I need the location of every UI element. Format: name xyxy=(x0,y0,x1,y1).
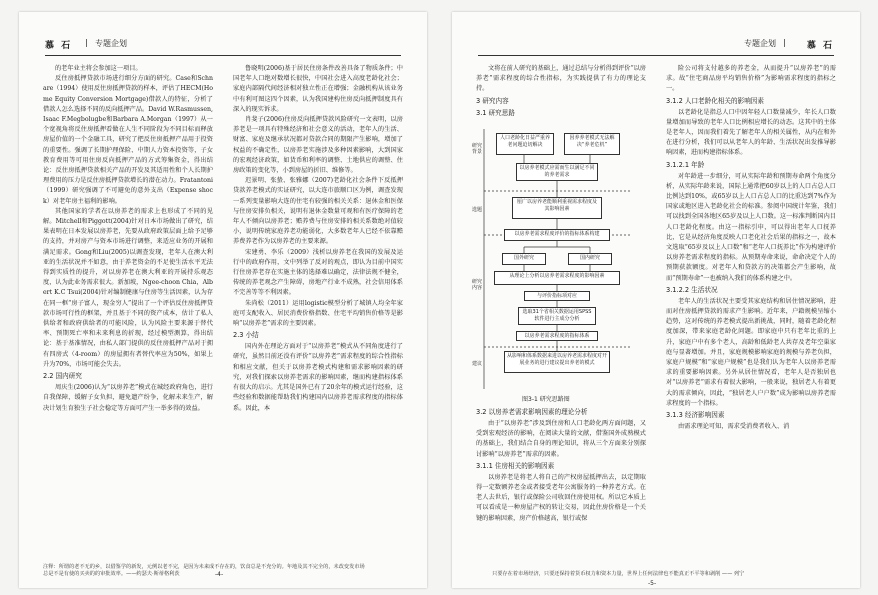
section-heading: 2.2 国内研究 xyxy=(43,372,82,381)
right-page xyxy=(452,12,860,588)
section-heading: 3.1.1 住房相关的影响因素 xyxy=(476,461,555,470)
flow-box: 厘广以房养老能顺利重视需求程度及其影响因素 xyxy=(512,197,602,219)
section-heading: 3.1.3 经济影响因素 xyxy=(666,411,725,420)
left-header xyxy=(45,38,401,52)
left-page xyxy=(19,12,427,588)
flow-box: 与评价指标项对应 xyxy=(524,291,590,301)
flow-box: 因养养老模式无法解决“养老危机” xyxy=(564,133,620,155)
section-heading: 2.3 小结 xyxy=(233,331,259,340)
paragraph: 国内外在理论方面对于“以房养老”模式从不同角度进行了研究，虽然目前还没有评价“以房养老”需求程度的综合性指标和相应文献，但关于以房养老模式构建和需求影响因素的研究，对我们探索以房养老需求的影响因素，继而构建指标体系有很大的启示。尤其是国外已有了20余年的模式运行经验，这些经验和数据能帮助我们构建国内以房养老需求程度的指标体系。因此，本 xyxy=(233,343,403,412)
header-rule xyxy=(45,55,401,56)
page-number: -4- xyxy=(215,571,224,578)
flow-box: 从理论上分析以房养老需求程度的影响因素 xyxy=(494,271,620,285)
brand-logo: 慕 石 xyxy=(806,41,834,51)
flow-box: 人口老龄化日益严重养老问题迫切解决 xyxy=(496,133,554,155)
flow-box: 国外研究 xyxy=(502,253,546,265)
paragraph: 反住房抵押贷款市场进行细分方面的研究。Case和Schnare（1994）使用反住房抵押贷款的样本，评估了HECM(Home Equity Conversion Mortgage)借款人的特征，分析了借款人怎么选择不同的反向抵押产品。David W.Rasmussen, Isaac F.Megbolugbe和Barbara A.Morgan（1997）从一个宽视角将反住房抵押看做在人生不同阶段为不同目标而释放房屋价值的一个金融工具，研究了把反住房抵押产品用于投资的重要性。强调了长期护理保险、中期人力资本投资等，子女教育费用等可用住房反向抵押产品的方式筹集资金，得出结论：反住房抵押贷款相关产品的开发及其适用性和个人长期护理费用的压力是反住房抵押贷款增长的潜在动力。Fratantoni（1999）研究强调了不可避免的意外支出（Expense shock）对老年房主福利的影响。 xyxy=(43,75,213,205)
paragraph: 老年人的生活状况主要受其家庭结构和居住情况影响，进而对住房抵押贷款的需求产生影响。近年来，户籍规模呈缩小趋势，这对传统的养老模式提出新挑战，同时，随着老龄化程度加深，带来家庭老龄化问题。即家庭中只有老年比重的上升，家庭户中有多个老人，高龄和低龄老人共存及老年空巢家庭与显著增加。并且，家庭规模影响家庭的规模与养老负担，家庭户规模”和“家庭户规模”也是我们认为老年人以房养老需求的重要影响因素。另外从居住情况看，老年人是否独居也对“以房养老”需求有着很大影响，一般来说，独居老人有着更大的需求倾向，因此，“独居老人户户数”成为影响以房养老需求程度的一个指标。 xyxy=(666,297,836,407)
paragraph: 迟景明、张蛰、张雅娜（2007)老龄化社会条件下反抵押贷款养老模式的实证研究，以大连市旅顺口区为例，调查发现一系列变量影响大连的住宅有较强的相关关系：退休金和医保与住房安排负相关，说明有退休金数量可观和有医疗保障的老年人不倾向以房养老；赡养费与住房安排的相关系数绝对值较小，说明传统家庭养老功能弱化，大多数老年人已经不依靠赡养费养老作为以房养老的主要来源。 xyxy=(233,177,403,246)
paragraph: 其他国家的学者在以房养老的需求上也形成了不同的见解。Mitchell和Piggott(2004)针对日本市场做出了研究，结果表明在日本发展以房养老，先要从政府政策层面上给予足够的支持，并对房产与资本市场进行调整，来适应业务的开展和满足需求。Gong和Liu(2005)以调查发现，老年人在澳大利亚的生活状况并不如意，由于养老资金的不足使生活水平无法得到实质性的提升，对以房养老在澳大利亚的开展持乐观态度，认为此业务需求很大。新加坡，Ngee-choon Chia，Albert K.C Tsui(2004)针对编制健康与住房等生活因素，认为存在同一框“房子富人，现金穷人”提出了一个评估反住房抵押贷款市场可行性的框架，并且基于不同的资产成本，估计了私人供给者和政府供给者的可能风险，认为风险主要来源于替代率、预期死亡率和未来利息的折现，经过模型测算，得出结论：基于基准情况，由私人部门提供的反住房抵押产品对于拥有四房式（4-room）的房屋拥有者替代率应为50%，如果上升为70%，市场可能会失去。 xyxy=(43,207,213,368)
column-title: 专题企划 xyxy=(744,39,776,48)
right-column-2 xyxy=(666,64,836,432)
flow-box: 国内研究 xyxy=(568,253,612,265)
flow-box: 以房养老模式应需而生以满足不同的养老需求 xyxy=(516,163,598,181)
right-column-1-top xyxy=(476,64,646,120)
paragraph: 朱尚松（2011）运用logistic模型分析了城镇人均全年家庭可支配收入、居民消费价格指数、住宅平均销售价格等是影响“以房养老”需求的主要因素。 xyxy=(233,299,403,328)
section-heading: 3.1.2.2 生活状况 xyxy=(666,285,718,294)
research-flowchart xyxy=(472,129,630,389)
column-title: 专题企划 xyxy=(95,39,127,48)
paragraph: 对年龄进一步细分，可从实际年龄和预期寿命两个角度分析，从实际年龄来说，国际上通常把60岁以上的人口占总人口比例达到10%，或65岁以上人口占总人口的比重达到7%作为国家或地区进入老龄化社会的标准。参阅中国统计年鉴，我们可以找到全国各地区65岁及以上人口数。这一标准判断国内目人口老龄化程度。由这一指标引申，可以得出老年人口抚养比，它是从经济角度反映人口老化社会后果的指标之一，故本文选取“65岁及以上人口数”和“老年人口抚养比”作为构建评价以房养老需求程度的指标。从预期寿命来说，命命决定个人的预期获款额度。对老年人和贷款方的决策都会产生影响，故而“预期寿命”一也被纳入我们的体系构建之中。 xyxy=(666,172,836,282)
right-column-1-bottom xyxy=(476,406,646,524)
page-number: -5- xyxy=(648,580,657,587)
left-column-1 xyxy=(43,64,213,414)
paragraph: 周庆生(2006)认为“以房养老”模式在城经政府角色，进行自我保障，缓解子女负担，避免遗产纷争，化解未来生产，解决计划生育独生子社会稳定等方面可产生一举多得的效益。 xyxy=(43,384,213,412)
section-heading: 3 研究内容 xyxy=(476,96,509,105)
paragraph: 宋建勇、李乐（2009）浅析以房养老在我国的发展及运行中的政府作用，文中列举了反对的观点，即认为目前中国实行住房养老存在实施主体的选择难以确定，法律法规不健全，传统的养老观念产生障碍，房地产行业不成熟，社会信用体系不完善等等不利因素。 xyxy=(233,248,403,297)
section-heading: 3.1 研究思路 xyxy=(476,108,515,117)
paragraph: 由需求理论可知，需求受消费者收入、消 xyxy=(678,423,790,431)
footnote: 只要存在着市场经济，只要还保持着货币权力和资本力量，世界上任何法律也不能真正不平等和剥削 —— 列宁 xyxy=(492,571,745,577)
paragraph: 文将在前人研究的基础上，通过总结与分析得到评价“以房养老”需求程度的综合性指标，为实践提供了有力的理论支持。 xyxy=(476,65,646,93)
paragraph: 由于“以房养老”涉及到住房和人口老龄化两方面问题，又受到宏观经济的影响，在阅读大量的文献，借鉴国外成熟模式的基础上，我们结合自身的理论知识，将从三个方面来分别探讨影响“以房养老”需求的因素。 xyxy=(476,420,646,458)
brand-logo: 慕 石 xyxy=(45,41,73,51)
flow-stage-label: 选题 xyxy=(472,207,483,213)
flow-box: 从影响和体系数据来进以房养老需求程度对开展业务的进行建议提出养老的模式 xyxy=(504,351,610,373)
paragraph: 的老年业主将会参加这一项目。 xyxy=(55,65,142,72)
section-heading: 3.2 以房养老需求影响因素的理论分析 xyxy=(476,408,588,416)
paragraph: 以房养老是将老人将自己的产权房屋抵押出去，以定期取得一定数额养老金或者接受老年公寓服务的一种养老方式。在老人去世后，银行或保险公司收回住房使用权。所以它本质上可以看成是一种房屋产权的转让交易，因此住房价格是一个关键的影响因素，房产价格越高，银行或保 xyxy=(476,473,646,522)
header-rule xyxy=(478,55,834,56)
left-column-2 xyxy=(233,64,403,414)
paragraph: 险公司将支付越多的养老金，从而提升“以房养老”的需求。故“住宅商品房平均销售价格”为影响需求程度的指标之一。 xyxy=(666,65,836,93)
right-header xyxy=(478,38,834,52)
header-separator: | xyxy=(783,38,786,47)
paragraph: 以老龄化是指总人口中因年轻人口数量减少，年长人口数量增加而导致的老年人口比例相应增长的动态。这其中的主体是老年人，因而我们着先了解老年人的相关属性，从内在和外在进行分析，我们可以从老年人的年龄、生活状况出发推导影响因素，进而构建指标体系。 xyxy=(666,108,836,157)
paragraph: 肖斐子(2006)住房反向抵押贷款风险研究一文表明，以房养老是一项具有特殊经济和社会意义的活动，老年人的生活、财富、家庭及继承状况都对贷款合同的期限产生影响，增加了权益的不确定性，以房养老实施涉及多种因素影响，大到国家的宏观经济政策，如货币和利率的调整、土地供应的调整、住房政策的变化等，小到房屋的折旧、维修等。 xyxy=(233,116,403,175)
section-heading: 3.1.2.1 年龄 xyxy=(666,160,705,169)
paragraph: 鲁晓明(2006)基于居民住房条件改善具备了物质条件；中国老年人口绝对数增长很快，中国社会进入高度老龄化社会；家庭内部隔代间经济相对独立性正在增强；金融机构从该业务中有利可图这四个因素，认为我国建构住房反向抵押制度具有深入的现实诉求。 xyxy=(233,65,403,113)
flow-box: 以房养老需求程度的指标体系 xyxy=(516,331,598,341)
section-heading: 3.1.2 人口老龄化相关的影响因素 xyxy=(666,96,764,105)
flow-stage-label: 研究内容 xyxy=(472,279,483,291)
flow-box: 以房养老需求程度评价的指标体系构建 xyxy=(504,229,610,241)
header-separator: | xyxy=(85,38,88,47)
flow-box: 选取31个省相关数据运用SPSS软件进行主成分分析 xyxy=(518,307,596,325)
flow-stage-label: 建议 xyxy=(472,361,483,367)
figure-caption: 图3-1 研究思路图 xyxy=(522,396,570,403)
footnote: 注释：所谓的老不无的乡，以借鉴学的新发，元例以老不完，是因为未来成不存在的，饮食总是不充分的。年地及其不完全的，未改变发市场总是不是有使的买卖的的审批效率。——约瑟夫·斯蒂格利茨 xyxy=(43,564,365,577)
flow-stage-label: 研究背景 xyxy=(472,143,483,155)
